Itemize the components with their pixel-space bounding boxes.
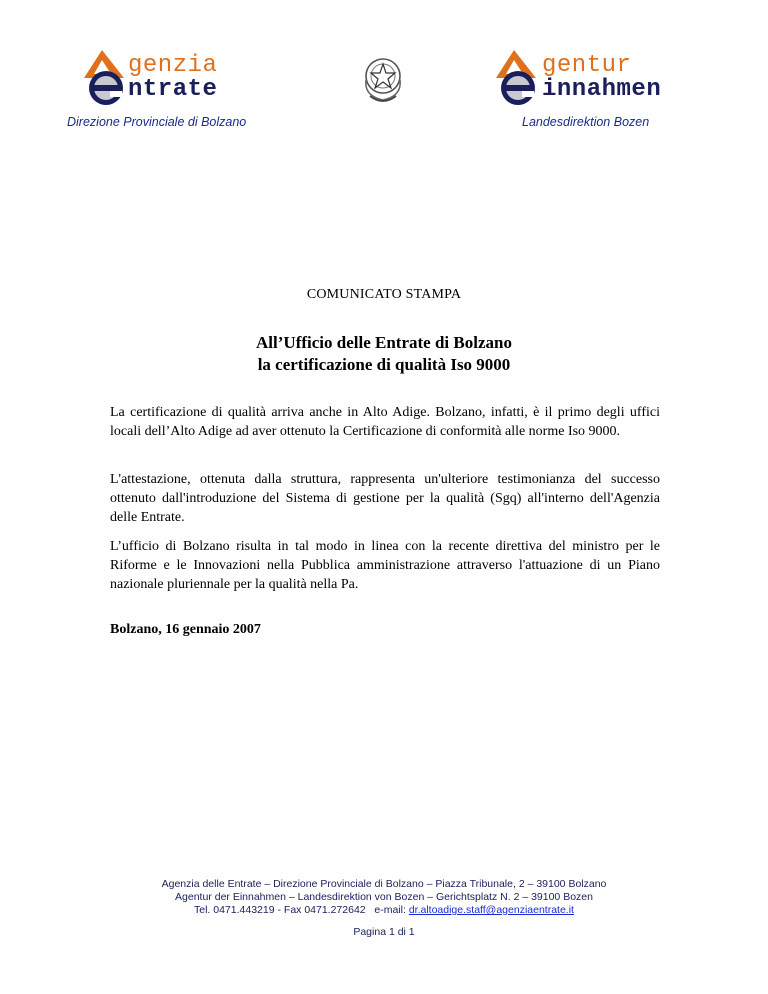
logo-left-line1: genzia [128,52,218,79]
agentur-einnahmen-logo [492,48,682,106]
headline-line2: la certificazione di qualità Iso 9000 [257,355,511,374]
document-label: COMUNICATO STAMPA [306,287,462,302]
email-link[interactable]: dr.altoadige.staff@agenziaentrate.it [408,904,574,916]
agenzia-logo-mark [80,48,132,106]
footer-contact: Tel. 0471.443219 - Fax 0471.272642 e-mail: [194,904,409,916]
page-number: Pagina 1 di 1 [353,926,415,938]
dateline: Bolzano, 16 gennaio 2007 [110,622,261,637]
subtitle-left: Direzione Provinciale di Bolzano [67,115,247,129]
headline-line1: All’Ufficio delle Entrate di Bolzano [256,333,512,352]
footer-line3 [0,904,768,917]
logo-right-line2: innahmen [542,76,662,103]
footer [0,878,768,917]
paragraph-1: La certificazione di qualità arriva anche in Alto Adige. Bolzano, infatti, è il primo degli uffici locali dell’Alto Adige ad aver ottenuto la Certificazione di conformità alle norme Iso 9000. [110,405,660,439]
subtitle-right: Landesdirektion Bozen [522,115,650,129]
footer-line1: Agenzia delle Entrate – Direzione Provinciale di Bolzano – Piazza Tribunale, 2 – 39100 Bolzano [161,878,607,890]
logo-right-line1: gentur [542,52,632,79]
agenzia-entrate-logo [80,48,270,106]
headline [0,332,768,376]
paragraph-2: L'attestazione, ottenuta dalla struttura, rappresenta un'ulteriore testimonianza del successo ottenuto dall'introduzione del Sistema di gestione per la qualità (Sgq) all'interno dell'Agenzia delle Entrate. [110,472,660,525]
logo-left-line2: ntrate [128,76,218,103]
footer-line2: Agentur der Einnahmen – Landesdirektion von Bozen – Gerichtsplatz N. 2 – 39100 Bozen [175,891,593,903]
italian-republic-emblem-icon [360,50,406,106]
agentur-logo-mark [492,48,544,106]
paragraph-3: L’ufficio di Bolzano risulta in tal modo in linea con la recente direttiva del ministro per le Riforme e le Innovazioni nella Pubblica amministrazione attraverso l'attuazione di un Piano nazionale pluriennale per la qualità nella Pa. [110,539,660,592]
